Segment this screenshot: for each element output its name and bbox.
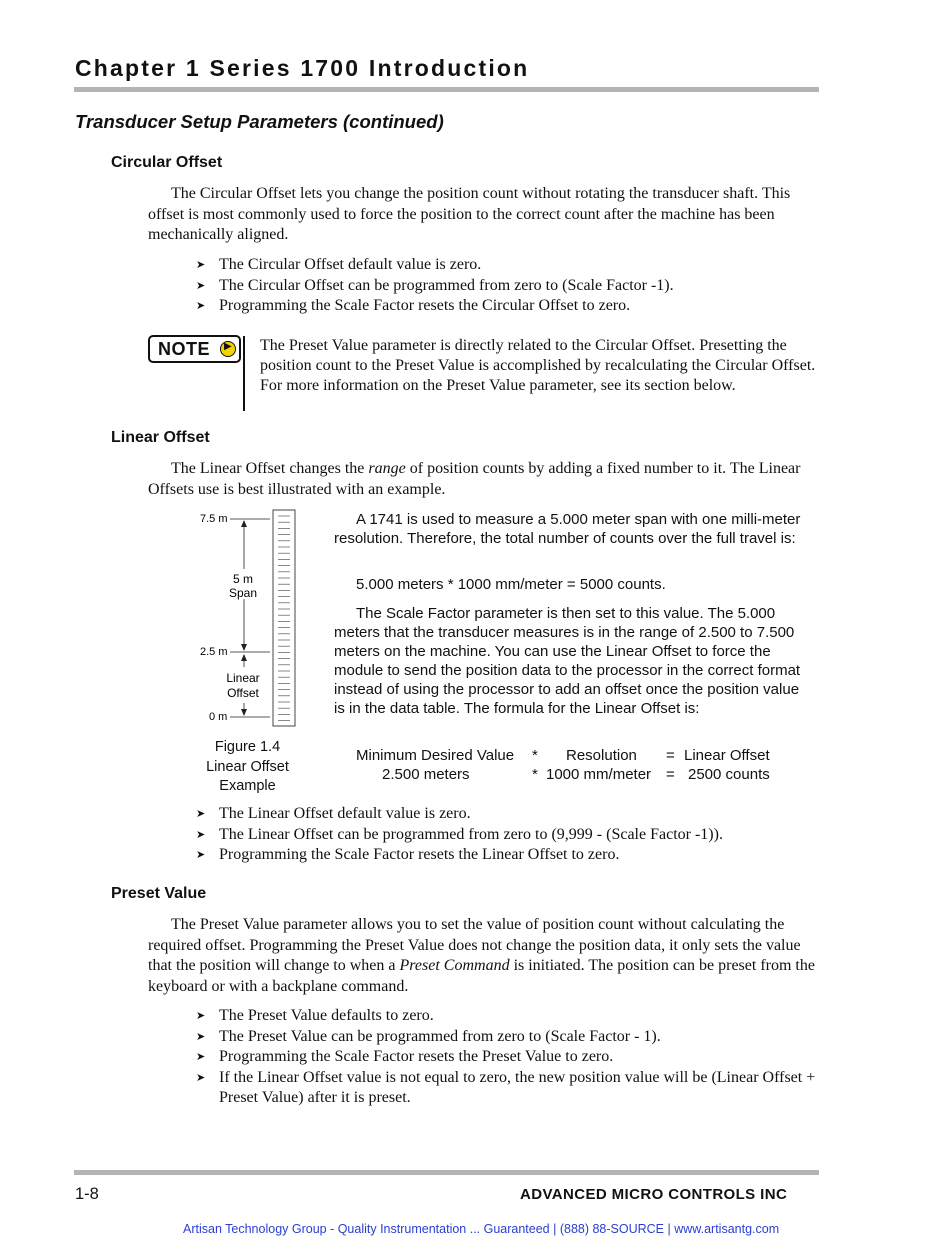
linear-offset-bullets (196, 804, 818, 866)
section-title: Transducer Setup Parameters (continued) (75, 111, 444, 132)
arrowhead-icon (241, 520, 247, 527)
list-item-text: Programming the Scale Factor resets the Linear Offset to zero. (219, 846, 620, 864)
company-name: ADVANCED MICRO CONTROLS INC (520, 1186, 788, 1203)
list-item (196, 845, 818, 866)
note-text: The Preset Value parameter is directly related to the Circular Offset. Presetting the position count to the Preset Value is accomplished by recalculating the Circular Offset. For more information on the Preset Value parameter, see its section below. (260, 337, 816, 395)
linear-offset-paragraph (148, 459, 818, 500)
label-span-2: Span (228, 586, 258, 600)
figure-caption (190, 738, 305, 797)
linear-offset-text-a: The Linear Offset changes the (171, 460, 369, 477)
preset-value-text-a: The Preset Value parameter allows you to set the value of position count without calculating the required offset. Programming the Preset Value does not change the position data, it only sets the value that the position will change to when a (148, 916, 801, 975)
list-item (196, 1027, 818, 1048)
example-paragraph-1 (334, 510, 814, 548)
list-item-text: The Circular Offset can be programmed from zero to (Scale Factor -1). (219, 276, 674, 294)
arrow-bullet-icon: ➤ (196, 828, 206, 841)
circular-offset-bullets (196, 255, 818, 317)
example-text-2: The Scale Factor parameter is then set to this value. The 5.000 meters that the transducer measures is in the range of 2.500 to 7.500 meters on the machine. You can use the Linear Offset to force the module to send the position data to the processor in the correct format instead of using the processor to add an offset once the position value is in the data table. The formula for the Linear Offset is: (334, 605, 801, 717)
header-rule (74, 87, 819, 92)
preset-value-emphasis: Preset Command (399, 957, 510, 975)
note-arrow-icon: ▶ (220, 341, 236, 357)
note-divider (243, 336, 245, 411)
arrow-bullet-icon: ➤ (196, 1010, 206, 1022)
footer-rule (74, 1170, 819, 1175)
formula-cell: * (532, 766, 538, 783)
formula-cell: * (532, 747, 538, 764)
list-item-text: Programming the Scale Factor resets the Preset Value to zero. (219, 1048, 614, 1066)
figure-caption-line: Example (219, 778, 276, 794)
arrowhead-icon (241, 709, 247, 716)
figure-caption-line: Linear Offset (206, 758, 289, 775)
label-7-5m: 7.5 m (200, 513, 228, 525)
artisan-footer-link[interactable]: Artisan Technology Group - Quality Instrumentation ... Guaranteed | (888) 88-SOURCE | www.artisantg.com (183, 1222, 780, 1236)
preset-value-bullets (196, 1006, 818, 1109)
arrow-bullet-icon: ➤ (196, 1030, 206, 1043)
arrow-bullet-icon: ➤ (196, 1071, 206, 1084)
preset-value-heading: Preset Value (111, 885, 207, 902)
note-label: NOTE (158, 339, 211, 359)
preset-value-paragraph (148, 915, 818, 997)
formula-cell: 1000 mm/meter (546, 766, 652, 783)
transducer-scale (273, 510, 295, 726)
example-paragraph-2 (334, 604, 814, 718)
list-item (196, 804, 818, 825)
linear-offset-text-b: of position counts by adding a fixed number to it. The Linear Offsets use is best illustrated with an example. (148, 460, 801, 498)
arrow-bullet-icon: ➤ (196, 300, 206, 313)
circular-offset-paragraph (148, 184, 818, 246)
formula-cell: Minimum Desired Value (356, 747, 515, 764)
note-badge (148, 335, 241, 363)
formula-cell: 2.500 meters (382, 766, 470, 783)
list-item (196, 296, 818, 317)
list-item-text: If the Linear Offset value is not equal to zero, the new position value will be (Linear Offset + Preset Value) after it is preset. (219, 1068, 816, 1107)
scale-ticks (278, 516, 290, 721)
formula-cell: 2500 counts (688, 766, 770, 783)
list-item (196, 1006, 818, 1027)
formula-cell: = (666, 766, 675, 783)
list-item-text: The Linear Offset can be programmed from zero to (9,999 - (Scale Factor -1)). (219, 825, 723, 843)
circular-offset-heading: Circular Offset (111, 154, 223, 171)
page-number: 1-8 (75, 1185, 99, 1203)
circular-offset-text: The Circular Offset lets you change the position count without rotating the transducer shaft. This offset is most commonly used to force the position to the correct count after the machine has been mechanically aligned. (148, 185, 791, 244)
arrow-bullet-icon: ➤ (196, 849, 206, 862)
list-item-text: The Linear Offset default value is zero. (219, 805, 471, 822)
arrowhead-icon (241, 654, 247, 661)
label-span-1: 5 m (232, 572, 254, 586)
list-item (196, 255, 818, 276)
formula-cell: Linear Offset (684, 747, 770, 764)
example-equation: 5.000 meters * 1000 mm/meter = 5000 counts. (356, 576, 666, 593)
label-2-5m: 2.5 m (200, 646, 228, 658)
list-item (196, 276, 818, 297)
linear-offset-emphasis: range (368, 460, 406, 477)
formula-cell: = (666, 747, 675, 764)
formula-cell: Resolution (566, 747, 637, 764)
linear-offset-heading: Linear Offset (111, 429, 210, 446)
list-item (196, 1047, 818, 1068)
list-item-text: The Preset Value can be programmed from zero to (Scale Factor - 1). (219, 1027, 661, 1045)
figure-caption-line: Figure 1.4 (214, 739, 281, 755)
list-item-text: The Preset Value defaults to zero. (219, 1007, 434, 1024)
arrow-bullet-icon: ➤ (196, 259, 206, 271)
label-offset-2: Offset (227, 686, 259, 700)
preset-value-text-b: is initiated. The position can be preset from the keyboard or with a backplane command. (148, 957, 815, 995)
label-0m: 0 m (209, 711, 228, 723)
arrow-bullet-icon: ➤ (196, 279, 206, 292)
chapter-title: Chapter 1 Series 1700 Introduction (75, 55, 530, 81)
label-offset-1: Linear (226, 671, 260, 685)
example-text-1: A 1741 is used to measure a 5.000 meter span with one milli-meter resolution. Therefore, the total number of counts over the full travel is: (334, 511, 801, 547)
linear-offset-figure (190, 505, 310, 733)
list-item-text: The Circular Offset default value is zero. (219, 256, 482, 273)
list-item (196, 825, 818, 846)
arrow-bullet-icon: ➤ (196, 808, 206, 820)
arrowhead-icon (241, 644, 247, 651)
list-item-text: Programming the Scale Factor resets the Circular Offset to zero. (219, 297, 631, 315)
arrow-bullet-icon: ➤ (196, 1051, 206, 1064)
list-item (196, 1068, 818, 1109)
